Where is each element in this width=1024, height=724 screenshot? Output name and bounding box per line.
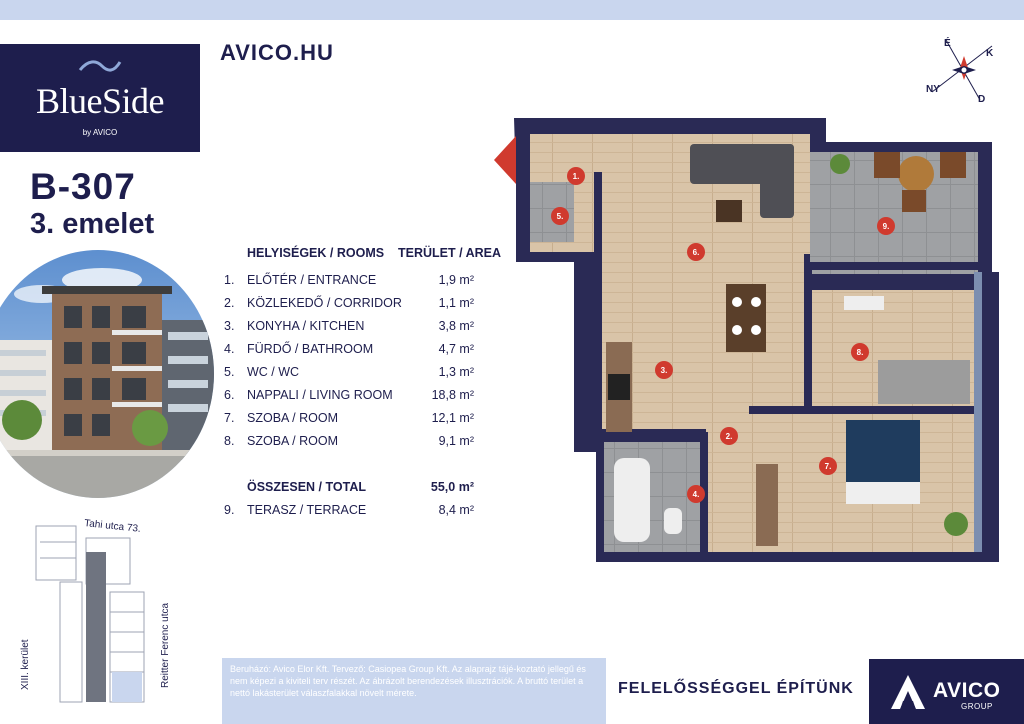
room-number: 9. — [224, 503, 235, 517]
room-area: 12,1 m² — [431, 411, 474, 425]
table-row — [222, 273, 482, 289]
table-row — [222, 434, 482, 450]
room-number: 2. — [224, 296, 235, 310]
slogan: FELELŐSSÉGGEL ÉPÍTÜNK — [618, 680, 854, 697]
room-number: 3. — [224, 319, 235, 333]
site-plan — [0, 512, 190, 724]
room-name: NAPPALI / LIVING ROOM — [247, 388, 393, 402]
room-name: KONYHA / KITCHEN — [247, 319, 365, 333]
table-row — [222, 296, 482, 312]
room-name: FÜRDŐ / BATHROOM — [247, 342, 374, 356]
street-label-top: Tahi utca 73. — [83, 518, 142, 535]
compass-west: NY — [926, 84, 940, 95]
compass-south: D — [978, 94, 986, 105]
room-number: 6. — [224, 388, 235, 402]
room-number: 1. — [224, 273, 235, 287]
avico-group: GROUP — [961, 702, 993, 711]
avico-mark-icon — [889, 673, 927, 711]
compass-icon — [920, 32, 1004, 108]
street-label-right: Reitter Ferenc utca — [160, 602, 171, 688]
table-row — [222, 319, 482, 335]
room-area: 1,1 m² — [438, 296, 474, 310]
room-name: KÖZLEKEDŐ / CORRIDOR — [247, 296, 402, 310]
table-row — [222, 365, 482, 381]
room-number: 8. — [224, 434, 235, 448]
total-label: ÖSSZESEN / TOTAL — [247, 480, 366, 494]
room-area: 4,7 m² — [438, 342, 474, 356]
room-marker-3: 3. — [660, 366, 668, 375]
compass-north: É — [944, 38, 951, 49]
logo-name: BlueSide — [36, 81, 164, 121]
room-marker-5: 5. — [556, 212, 564, 221]
room-name: SZOBA / ROOM — [247, 411, 338, 425]
room-marker-9: 9. — [882, 222, 890, 231]
terrace-row — [222, 503, 482, 519]
room-marker-6: 6. — [692, 248, 700, 257]
district-label: XIII. kerület — [20, 639, 31, 690]
room-name: SZOBA / ROOM — [247, 434, 338, 448]
table-row — [222, 388, 482, 404]
top-banner-strip — [0, 0, 1024, 20]
room-number: 5. — [224, 365, 235, 379]
room-number: 7. — [224, 411, 235, 425]
table-row — [222, 411, 482, 427]
room-marker-8: 8. — [856, 348, 864, 357]
building-photo — [0, 250, 214, 498]
room-area: 3,8 m² — [438, 319, 474, 333]
room-area: 1,3 m² — [438, 365, 474, 379]
logo-sub: by AVICO — [82, 128, 118, 137]
rooms-header: HELYISÉGEK / ROOMS — [247, 246, 385, 260]
total-area: 55,0 m² — [430, 480, 474, 494]
room-marker-1: 1. — [572, 172, 580, 181]
floor-plan — [494, 112, 1018, 574]
avico-logo — [869, 659, 1024, 724]
apartment-floor: 3. emelet — [30, 208, 155, 240]
room-marker-4: 4. — [692, 490, 700, 499]
blueside-logo — [0, 44, 200, 152]
room-area: 9,1 m² — [438, 434, 474, 448]
room-name: ELŐTÉR / ENTRANCE — [247, 273, 377, 287]
area-header: TERÜLET / AREA — [398, 246, 502, 260]
room-name: TERASZ / TERRACE — [247, 503, 367, 517]
room-number: 4. — [224, 342, 235, 356]
room-area: 8,4 m² — [438, 503, 474, 517]
avico-name: AVICO — [933, 679, 1001, 702]
room-marker-2: 2. — [725, 432, 733, 441]
wave-icon — [78, 58, 122, 74]
apartment-code: B-307 — [30, 166, 136, 207]
disclaimer-text: Beruházó: Avico Elor Kft. Tervező: Casiopea Group Kft. Az alaprajz tájé-koztató jellegű és nem képezi a kiviteli terv részét. Az ábrázolt berendezések illusztrációk. A bruttó terület a nettó lakásterület válaszfalakkal növelt mérete. — [222, 658, 606, 724]
total-row — [222, 480, 482, 496]
table-row — [222, 342, 482, 358]
site-url[interactable]: AVICO.HU — [220, 40, 334, 65]
room-area: 18,8 m² — [431, 388, 474, 402]
room-marker-7: 7. — [824, 462, 832, 471]
compass-east: K — [986, 48, 994, 59]
room-area: 1,9 m² — [438, 273, 474, 287]
room-name: WC / WC — [247, 365, 300, 379]
